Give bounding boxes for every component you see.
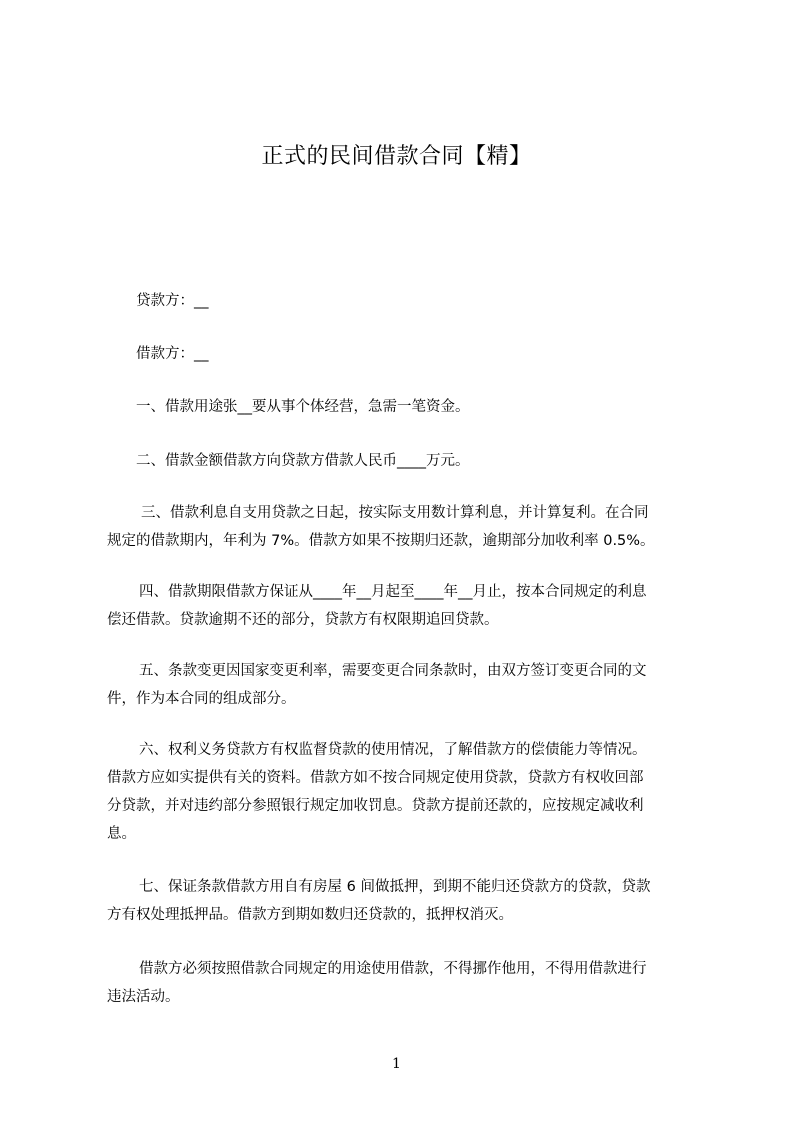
- clause-usage: [107, 955, 647, 1011]
- clause-guarantee-line-1: 七、保证条款借款方用自有房屋 6 间做抵押，到期不能归还贷款方的贷款，贷款: [139, 879, 651, 895]
- clause-rights-line-4: 息。: [107, 826, 136, 842]
- clause-term-line-2: 偿还借款。贷款逾期不还的部分，贷款方有权限期追回贷款。: [107, 612, 499, 628]
- clause-rights-line-2: 借款方应如实提供有关的资料。借款方如不按合同规定使用贷款，贷款方有权收回部: [107, 770, 644, 786]
- clause-guarantee: [107, 873, 650, 929]
- clause-usage-line-2: 违法活动。: [107, 989, 180, 1005]
- clause-usage-line-1: 借款方必须按照借款合同规定的用途使用借款，不得挪作他用，不得用借款进行: [139, 961, 647, 977]
- clause-rights-line-1: 六、权利义务贷款方有权监督贷款的使用情况，了解借款方的偿债能力等情况。: [139, 742, 647, 758]
- clause-amendment-line-2: 件，作为本合同的组成部分。: [107, 691, 296, 707]
- clause-rights-line-3: 分贷款，并对违约部分参照银行规定加收罚息。贷款方提前还款的，应按规定减收利: [107, 798, 644, 814]
- clause-term-line-1: 四、借款期限借款方保证从____年__月起至____年__月止，按本合同规定的利息: [139, 584, 647, 600]
- lender-line: 贷款方：__: [136, 293, 209, 309]
- clause-amendment: [107, 657, 647, 713]
- page-number: 1: [392, 1056, 401, 1072]
- document-title: 正式的民间借款合同【精】: [261, 144, 532, 169]
- clause-interest-line-1: 三、借款利息自支用贷款之日起，按实际支用数计算利息，并计算复利。在合同: [141, 505, 649, 521]
- clause-amendment-line-1: 五、条款变更因国家变更利率，需要变更合同条款时，由双方签订变更合同的文: [139, 663, 647, 679]
- clause-interest: [107, 499, 655, 555]
- clause-rights: [107, 736, 647, 848]
- clause-amount: 二、借款金额借款方向贷款方借款人民币____万元。: [136, 453, 470, 469]
- borrower-line: 借款方：__: [136, 346, 209, 362]
- clause-purpose: 一、借款用途张__要从事个体经营，急需一笔资金。: [136, 399, 470, 415]
- clause-interest-line-2: 规定的借款期内，年利为 7%。借款方如果不按期归还款，逾期部分加收利率 0.5%。: [107, 533, 655, 549]
- clause-term: [107, 578, 647, 634]
- clause-guarantee-line-2: 方有权处理抵押品。借款方到期如数归还贷款的，抵押权消灭。: [107, 907, 513, 923]
